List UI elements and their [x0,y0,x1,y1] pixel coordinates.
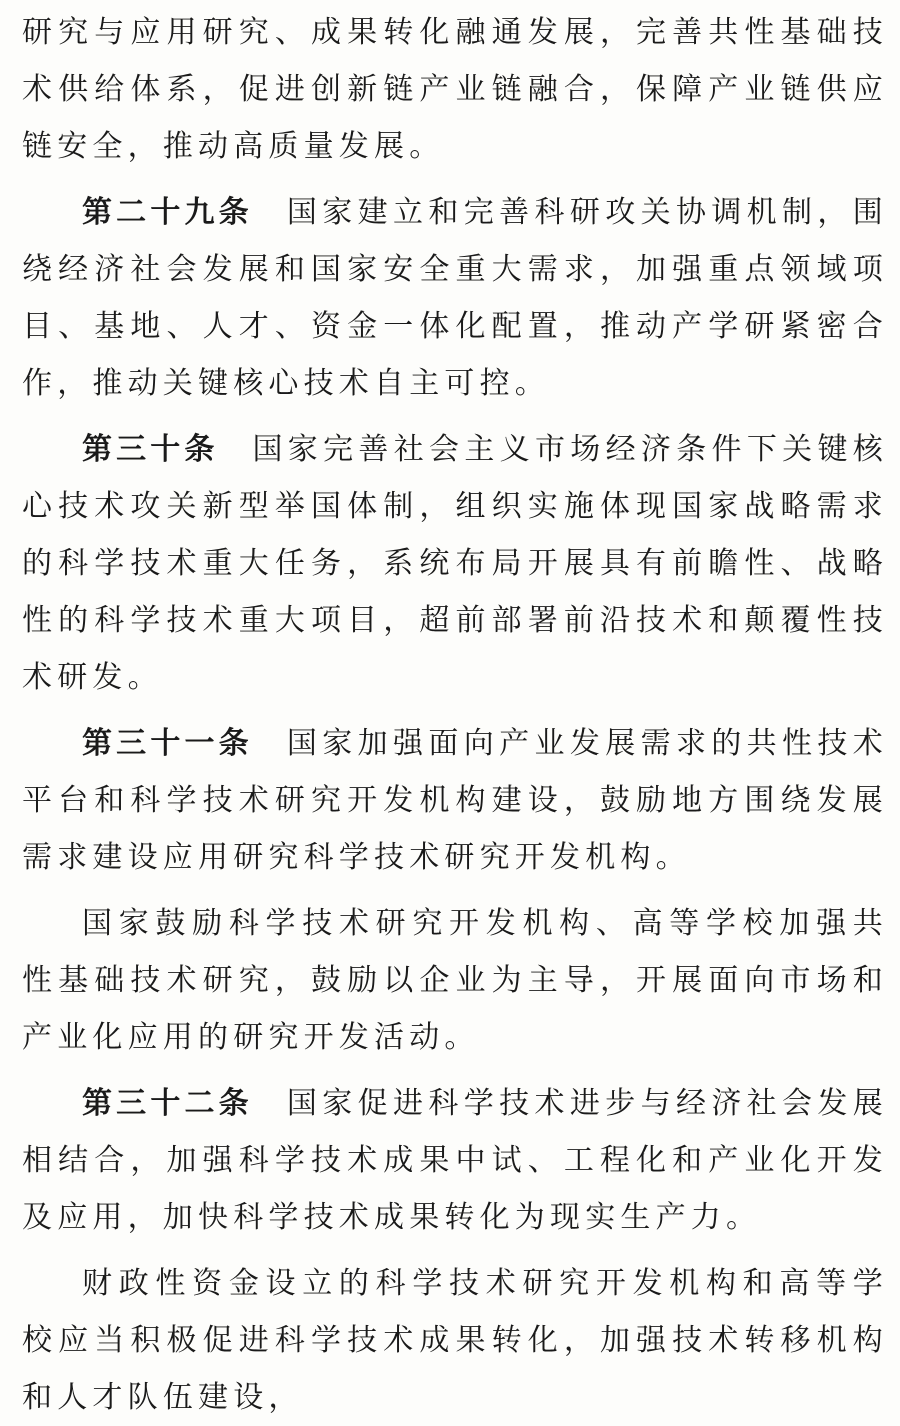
article-31-clause-2 [22,895,888,1066]
paragraph-text: 国家加强面向产业发展需求的共性技术平台和科学技术研究开发机构建设，鼓励地方围绕发展需求建设应用研究科学技术研究开发机构。 [22,726,888,875]
article-30 [22,421,888,706]
article-32 [22,1075,888,1246]
article-number: 第三十一条 [82,726,253,761]
paragraph-text: 国家鼓励科学技术研究开发机构、高等学校加强共性基础技术研究，鼓励以企业为主导，开展面向市场和产业化应用的研究开发活动。 [22,906,888,1055]
article-number: 第三十二条 [82,1086,253,1121]
paragraph-continuation [22,4,888,175]
paragraph-text: 国家促进科学技术进步与经济社会发展相结合，加强科学技术成果中试、工程化和产业化开发及应用，加快科学技术成果转化为现实生产力。 [22,1086,888,1235]
paragraph-text: 国家完善社会主义市场经济条件下关键核心技术攻关新型举国体制，组织实施体现国家战略需求的科学技术重大任务，系统布局开展具有前瞻性、战略性的科学技术重大项目，超前部署前沿技术和颠覆性技术研发。 [22,432,889,695]
article-29 [22,184,888,412]
paragraph-text: 研究与应用研究、成果转化融通发展，完善共性基础技术供给体系，促进创新链产业链融合，保障产业链供应链安全，推动高质量发展。 [22,15,888,164]
paragraph-text: 国家建立和完善科研攻关协调机制，围绕经济社会发展和国家安全重大需求，加强重点领域项目、基地、人才、资金一体化配置，推动产学研紧密合作，推动关键核心技术自主可控。 [22,195,888,401]
paragraph-text: 财政性资金设立的科学技术研究开发机构和高等学校应当积极促进科学技术成果转化，加强技术转移机构和人才队伍建设， [22,1266,888,1415]
article-32-clause-2 [22,1255,888,1426]
document-page [22,0,888,1426]
article-number: 第三十条 [82,432,219,467]
article-31 [22,715,888,886]
article-number: 第二十九条 [82,195,253,230]
